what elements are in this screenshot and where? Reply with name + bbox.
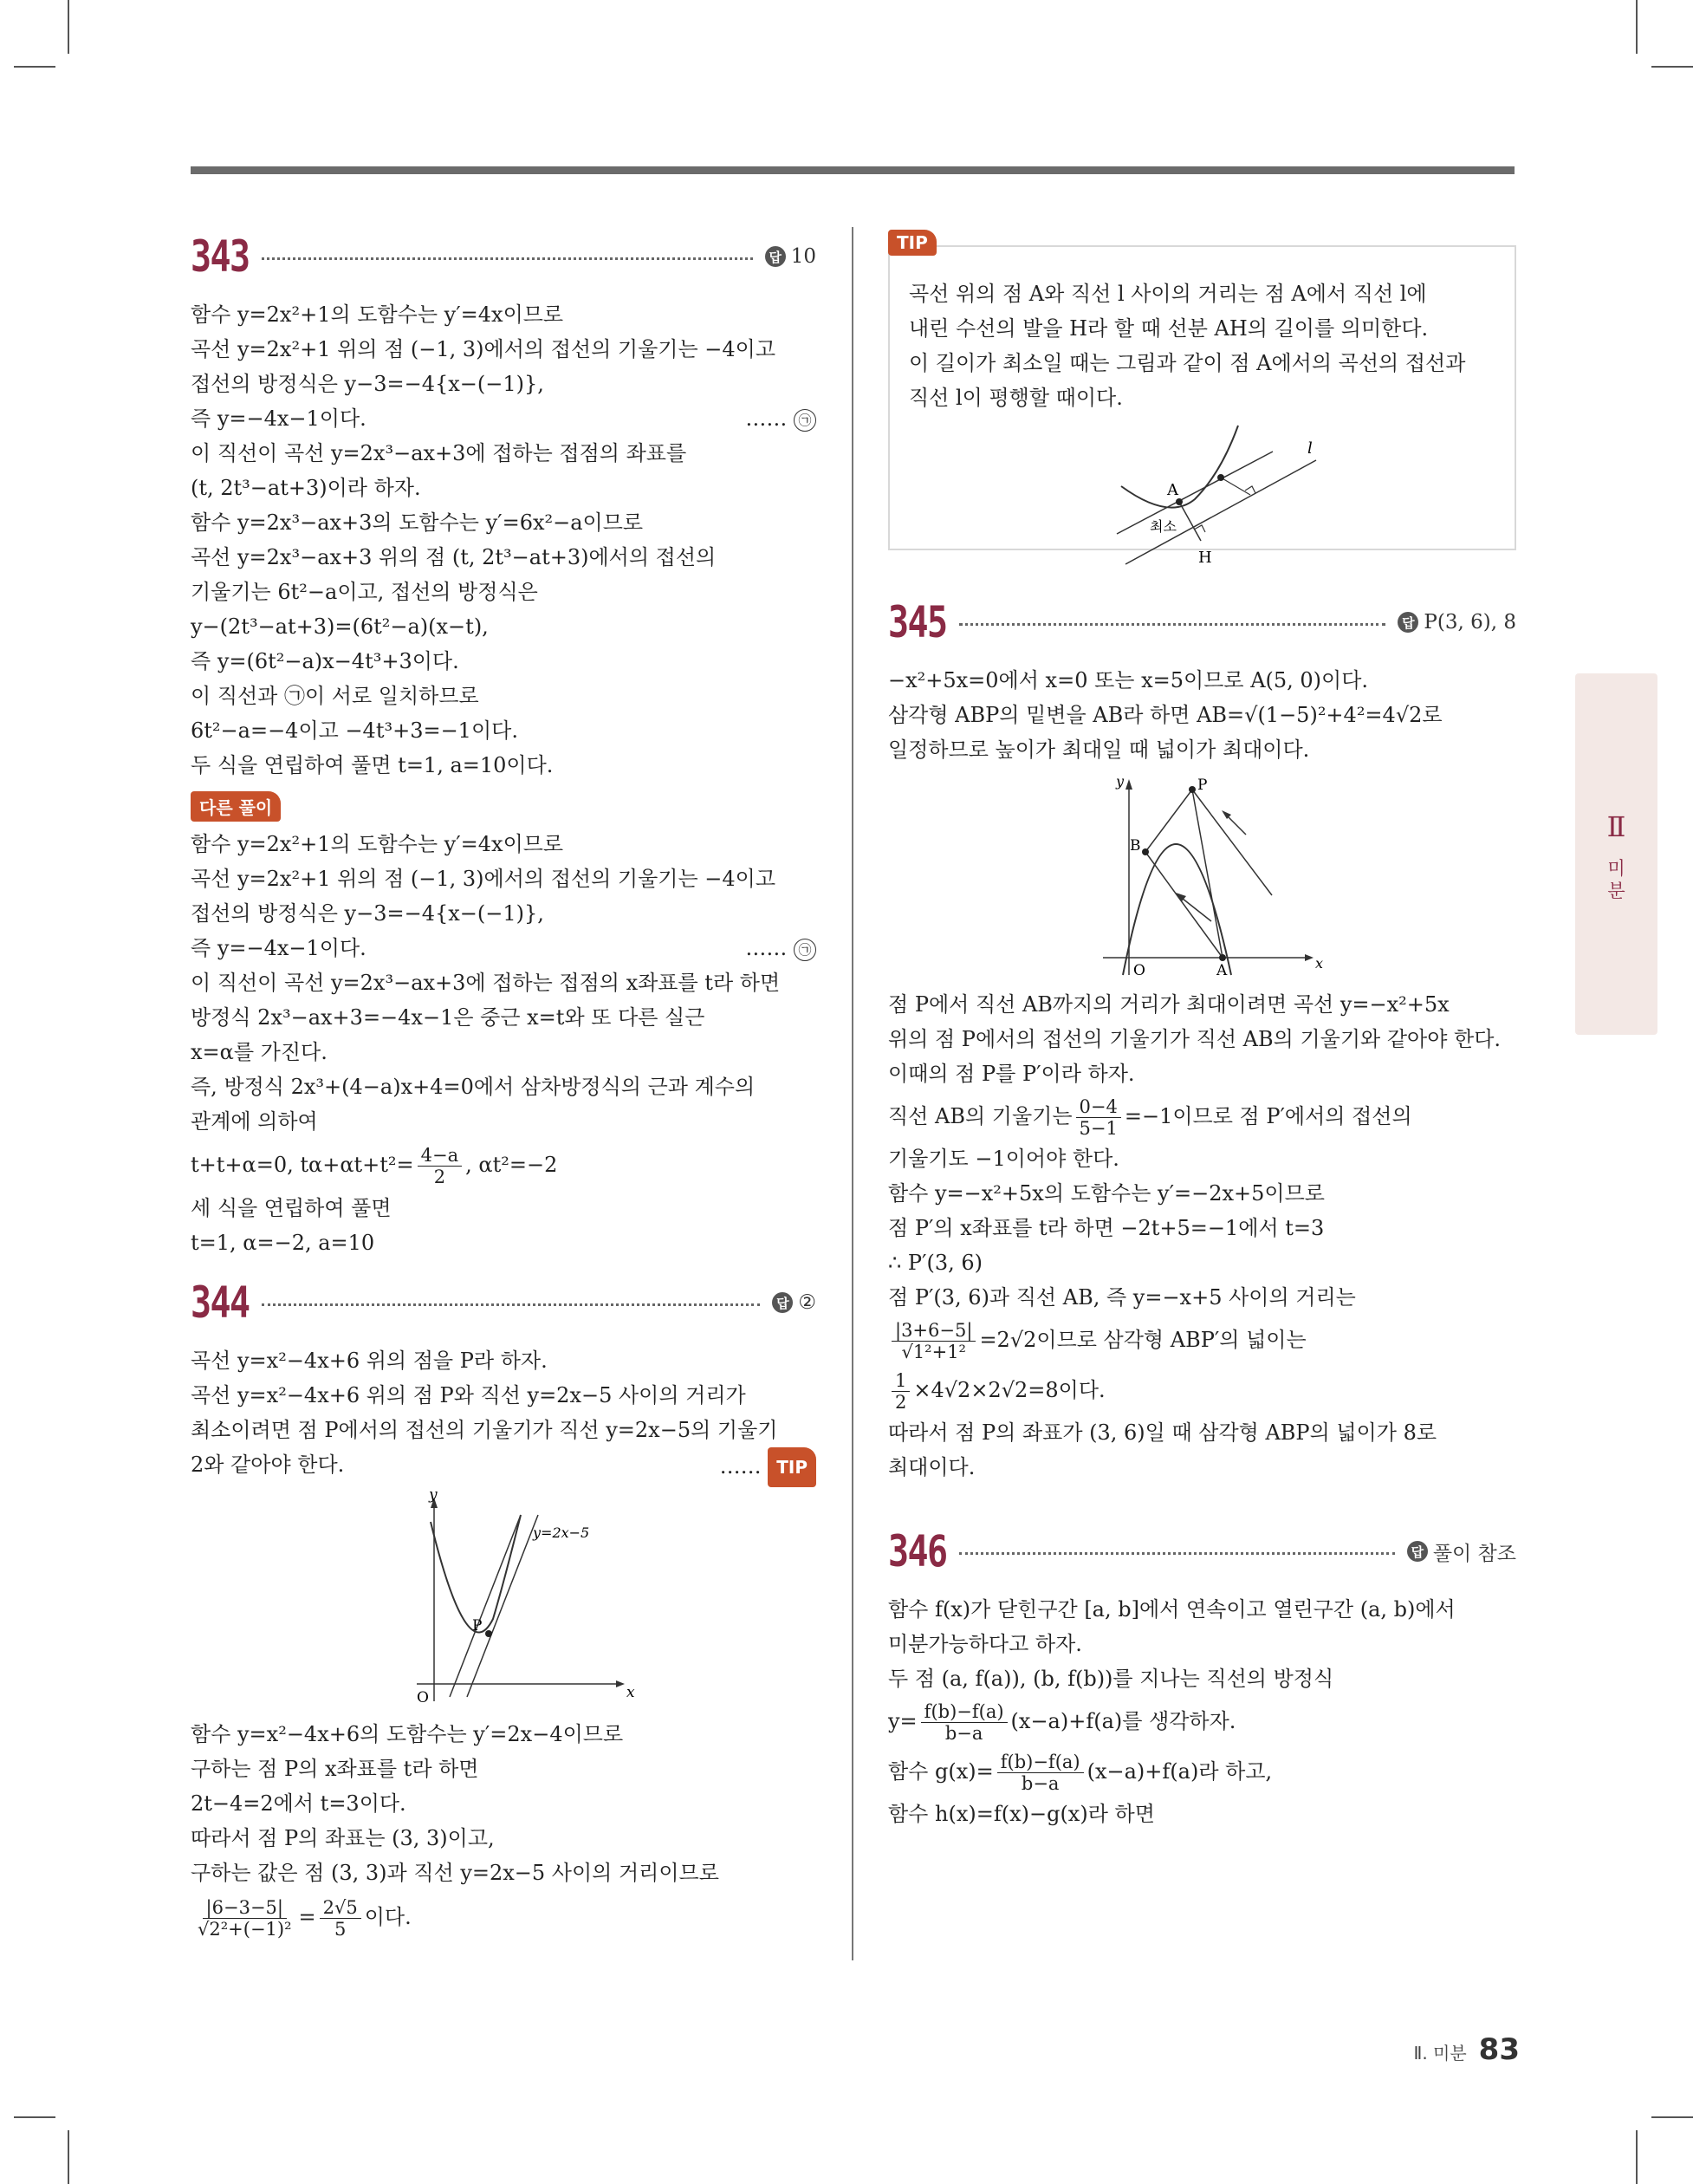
tip-badge: TIP xyxy=(768,1447,816,1487)
text-line: 이 직선이 곡선 y=2x³−ax+3에 접하는 접점의 좌표를 xyxy=(191,441,687,465)
answer-icon: 답 xyxy=(765,246,786,267)
text-line: 최소이려면 점 P에서의 접선의 기울기가 직선 y=2x−5의 기울기 xyxy=(191,1418,778,1442)
numerator: f(b)−f(a) xyxy=(921,1701,1008,1723)
tip-marker xyxy=(720,1447,816,1487)
numerator: 0−4 xyxy=(1076,1096,1121,1118)
text-line: t=1, α=−2, a=10 xyxy=(191,1231,375,1255)
equation-line xyxy=(888,1696,1516,1746)
text-line: 구하는 값은 점 (3, 3)과 직선 y=2x−5 사이의 거리이므로 xyxy=(191,1861,719,1885)
chapter-word-char: 미 xyxy=(1607,858,1625,879)
arrowhead xyxy=(616,1680,625,1687)
answer-icon: 답 xyxy=(1398,612,1418,633)
mark-dots: …… xyxy=(745,406,788,431)
problem-number: 345 xyxy=(888,597,947,647)
problem-number: 346 xyxy=(888,1526,947,1576)
text-line: −x²+5x=0에서 x=0 또는 x=5이므로 A(5, 0)이다. xyxy=(888,668,1369,692)
text-line: 두 점 (a, f(a)), (b, f(b))를 지나는 직선의 방정식 xyxy=(888,1667,1334,1691)
answer xyxy=(1398,611,1516,634)
tip-figure xyxy=(1091,417,1351,573)
text-line: 즉 y=(6t²−a)x−4t³+3이다. xyxy=(191,649,459,673)
point-label-a: A xyxy=(1216,962,1227,979)
crop-mark xyxy=(1636,0,1638,54)
problem-346-body xyxy=(888,1592,1516,1831)
equation-line xyxy=(888,1091,1516,1141)
figure-344 xyxy=(373,1486,635,1710)
equation-line xyxy=(191,1139,816,1191)
denominator: b−a xyxy=(1021,1773,1060,1794)
crop-mark xyxy=(1636,2130,1638,2184)
text-line-marked xyxy=(191,1447,816,1482)
crop-mark xyxy=(1651,66,1693,68)
circle-mark: ㉠ xyxy=(794,939,816,961)
text-line: 삼각형 ABP의 밑변을 AB라 하면 AB=√(1−5)²+4²=4√2로 xyxy=(888,703,1443,727)
answer-value: 10 xyxy=(790,245,816,268)
crop-mark xyxy=(68,2130,69,2184)
axis-label-y: y xyxy=(429,1486,438,1504)
denominator: 5−1 xyxy=(1079,1118,1118,1139)
denominator: 5 xyxy=(334,1919,347,1940)
text-line: 곡선 y=x²−4x+6 위의 점 P와 직선 y=2x−5 사이의 거리가 xyxy=(191,1383,746,1407)
point-label-p: P xyxy=(472,1617,483,1635)
fraction xyxy=(892,1370,910,1413)
text-line: 함수 y=2x³−ax+3의 도함수는 y′=6x²−a이므로 xyxy=(191,510,644,535)
text-line: 6t²−a=−4이고 −4t³+3=−1이다. xyxy=(191,718,518,743)
text-line-marked xyxy=(191,401,816,436)
fraction xyxy=(921,1701,1008,1744)
text-line: (t, 2t³−at+3)이라 하자. xyxy=(191,476,421,500)
point-label-b: B xyxy=(1129,837,1140,855)
text-line: 구하는 점 P의 x좌표를 t라 하면 xyxy=(191,1757,479,1781)
problem-344-header xyxy=(191,1276,816,1329)
answer-value: 풀이 참조 xyxy=(1432,1542,1516,1565)
right-angle-mark xyxy=(1245,486,1255,493)
equation-text: 직선 AB의 기울기는 xyxy=(888,1104,1073,1128)
equation-marker xyxy=(745,931,816,965)
text-line: 방정식 2x³−ax+3=−4x−1은 중근 x=t와 또 다른 실근 xyxy=(191,1005,705,1030)
perpendicular-segment xyxy=(1221,478,1250,495)
circle-mark: ㉠ xyxy=(794,409,816,432)
equation-text: , αt²=−2 xyxy=(465,1153,558,1177)
numerator: |3+6−5| xyxy=(892,1320,976,1342)
text-line: y−(2t³−at+3)=(6t²−a)(x−t), xyxy=(191,614,489,639)
figure-345 xyxy=(1073,774,1333,980)
point-label-h: H xyxy=(1198,549,1212,567)
denominator: √1²+1² xyxy=(901,1342,966,1362)
page-number: 83 xyxy=(1478,2032,1520,2067)
equation-text: ×4√2×2√2=8이다. xyxy=(913,1378,1106,1402)
text-line: 이 길이가 최소일 때는 그림과 같이 점 A에서의 곡선의 접선과 xyxy=(909,351,1466,375)
point-a xyxy=(1219,954,1226,961)
numerator: 1 xyxy=(892,1370,910,1392)
crop-mark xyxy=(68,0,69,54)
problem-343-body xyxy=(191,297,816,1260)
origin-label: O xyxy=(1132,962,1145,979)
answer xyxy=(772,1291,816,1314)
text-line: 세 식을 연립하여 풀면 xyxy=(191,1196,392,1220)
answer xyxy=(1407,1537,1516,1566)
fraction xyxy=(418,1145,462,1187)
text-line: 곡선 y=x²−4x+6 위의 점을 P라 하자. xyxy=(191,1349,548,1373)
text-line: 즉, 방정식 2x³+(4−a)x+4=0에서 삼차방정식의 근과 계수의 xyxy=(191,1075,756,1099)
origin-label: O xyxy=(417,1689,429,1706)
point-label-p: P xyxy=(1197,777,1207,794)
chapter-label: Ⅱ. 미분 xyxy=(1413,2043,1467,2064)
tangent-line xyxy=(1117,452,1273,534)
text-line: 두 식을 연립하여 풀면 t=1, a=10이다. xyxy=(191,753,554,777)
text-line: 일정하므로 높이가 최대일 때 넓이가 최대이다. xyxy=(888,738,1310,762)
text-line: 관계에 의하여 xyxy=(191,1109,318,1134)
answer xyxy=(765,245,816,268)
answer-icon: 답 xyxy=(772,1292,793,1313)
arrowhead xyxy=(1305,954,1314,961)
axis-label-y: y xyxy=(1115,773,1124,790)
numerator: 2√5 xyxy=(320,1897,361,1919)
equation-text: 이다. xyxy=(364,1905,412,1929)
leader-dots xyxy=(959,623,1385,626)
point-p xyxy=(485,1630,492,1637)
chapter-side-tab xyxy=(1575,673,1657,1035)
problem-343-header xyxy=(191,230,816,283)
mark-dots: …… xyxy=(745,936,788,960)
problem-345-body xyxy=(888,663,1516,1485)
answer-value: ② xyxy=(798,1291,816,1314)
axis-label-x: x xyxy=(626,1684,635,1701)
leader-dots xyxy=(959,1552,1395,1555)
problem-344-body xyxy=(191,1343,816,1944)
label-min: 최소 xyxy=(1150,518,1177,535)
answer-icon: 답 xyxy=(1407,1541,1428,1562)
denominator: b−a xyxy=(944,1723,983,1744)
denominator: 2 xyxy=(433,1167,446,1187)
problem-number: 344 xyxy=(191,1277,250,1328)
text-line: 점 P′의 x좌표를 t라 하면 −2t+5=−1에서 t=3 xyxy=(888,1216,1325,1240)
text-line: 접선의 방정식은 y−3=−4{x−(−1)}, xyxy=(191,372,544,396)
crop-mark xyxy=(14,66,55,68)
text-line: 기울기도 −1이어야 한다. xyxy=(888,1147,1119,1171)
text-line-marked xyxy=(191,931,816,965)
chapter-word xyxy=(1575,857,1657,902)
text-line: 최대이다. xyxy=(888,1455,976,1479)
fraction xyxy=(320,1897,361,1940)
equation-text: (x−a)+f(a)를 생각하자. xyxy=(1010,1709,1236,1733)
text-line: 미분가능하다고 하자. xyxy=(888,1632,1082,1656)
crop-mark xyxy=(1651,2116,1693,2118)
text-line: 함수 y=2x²+1의 도함수는 y′=4x이므로 xyxy=(191,302,564,327)
answer-value: P(3, 6), 8 xyxy=(1424,611,1516,634)
line-y-2x-5 xyxy=(467,1515,538,1697)
tip-badge: TIP xyxy=(888,230,937,256)
axis-label-x: x xyxy=(1314,955,1323,972)
line-label-l: l xyxy=(1307,439,1313,458)
column-divider xyxy=(852,227,853,1960)
left-column xyxy=(191,230,816,1944)
text-line: 점 P에서 직선 AB까지의 거리가 최대이려면 곡선 y=−x²+5x xyxy=(888,992,1450,1017)
chapter-roman: Ⅱ xyxy=(1606,810,1626,843)
text-line: 따라서 점 P의 좌표가 (3, 6)일 때 삼각형 ABP의 넓이가 8로 xyxy=(888,1420,1437,1445)
equation-text: 함수 g(x)= xyxy=(888,1759,994,1784)
text-line: 곡선 y=2x²+1 위의 점 (−1, 3)에서의 접선의 기울기는 −4이고 xyxy=(191,867,776,891)
crop-mark xyxy=(14,2116,55,2118)
text: 즉 y=−4x−1이다. xyxy=(191,406,366,431)
line-label: y=2x−5 xyxy=(533,1524,590,1541)
fraction xyxy=(892,1320,976,1362)
problem-345-header xyxy=(888,595,1516,649)
tangent-line xyxy=(450,1515,521,1697)
segment-ab xyxy=(1145,852,1223,958)
text-line: 따라서 점 P의 좌표는 (3, 3)이고, xyxy=(191,1826,495,1850)
text: 2와 같아야 한다. xyxy=(191,1453,345,1477)
point-p xyxy=(1189,786,1196,793)
parabola-curve xyxy=(431,1515,521,1633)
segment-bp xyxy=(1145,790,1192,852)
text-line: 점 P′(3, 6)과 직선 AB, 즉 y=−x+5 사이의 거리는 xyxy=(888,1285,1356,1310)
text-line: 이때의 점 P를 P′이라 하자. xyxy=(888,1062,1135,1086)
fraction xyxy=(1076,1096,1121,1139)
text-line: ∴ P′(3, 6) xyxy=(888,1251,983,1275)
curve xyxy=(1121,426,1238,508)
equation-text: =2√2이므로 삼각형 ABP′의 넓이는 xyxy=(979,1328,1307,1352)
denominator: 2 xyxy=(895,1392,907,1413)
fraction xyxy=(194,1897,295,1940)
text-line: 접선의 방정식은 y−3=−4{x−(−1)}, xyxy=(191,901,544,926)
text-line: 함수 h(x)=f(x)−g(x)라 하면 xyxy=(888,1802,1155,1826)
equation-text: =−1이므로 점 P′에서의 접선의 xyxy=(1124,1104,1412,1128)
equation-text: t+t+α=0, tα+αt+t²= xyxy=(191,1153,414,1177)
text-line: 위의 점 P에서의 접선의 기울기가 직선 AB의 기울기와 같아야 한다. xyxy=(888,1027,1502,1051)
text-line: 함수 y=−x²+5x의 도함수는 y′=−2x+5이므로 xyxy=(888,1181,1325,1206)
alt-solution-badge: 다른 풀이 xyxy=(191,791,281,822)
text-line: 함수 y=x²−4x+6의 도함수는 y′=2x−4이므로 xyxy=(191,1722,624,1746)
numerator: f(b)−f(a) xyxy=(997,1752,1084,1773)
text-line: 내린 수선의 발을 H라 할 때 선분 AH의 길이를 의미한다. xyxy=(909,316,1429,341)
text-line: 곡선 y=2x³−ax+3 위의 점 (t, 2t³−at+3)에서의 접선의 xyxy=(191,545,717,569)
equation-marker xyxy=(745,401,816,436)
text-line: 함수 f(x)가 닫힌구간 [a, b]에서 연속이고 열린구간 (a, b)에서 xyxy=(888,1597,1456,1622)
equation-text: y= xyxy=(888,1709,918,1733)
problem-number: 343 xyxy=(191,231,250,282)
equation-text: = xyxy=(298,1905,316,1929)
point-b xyxy=(1142,848,1149,855)
numerator: |6−3−5| xyxy=(203,1897,287,1919)
arrowhead xyxy=(1125,779,1132,790)
fraction xyxy=(997,1752,1084,1794)
page-footer xyxy=(1413,2032,1520,2067)
equation-line xyxy=(888,1315,1516,1365)
denominator: √2²+(−1)² xyxy=(198,1919,292,1940)
equation-line xyxy=(888,1365,1516,1415)
text: 즉 y=−4x−1이다. xyxy=(191,936,366,960)
text-line: 이 직선과 ㉠이 서로 일치하므로 xyxy=(191,684,479,708)
text-line: 곡선 위의 점 A와 직선 l 사이의 거리는 점 A에서 직선 l에 xyxy=(909,282,1427,306)
tip-box xyxy=(888,232,1516,567)
text-line: x=α를 가진다. xyxy=(191,1040,328,1064)
equation-line xyxy=(888,1746,1516,1797)
header-rule xyxy=(191,166,1515,174)
segment-pa xyxy=(1192,790,1223,958)
equation-line xyxy=(191,1890,816,1944)
text-line: 함수 y=2x²+1의 도함수는 y′=4x이므로 xyxy=(191,832,564,856)
numerator: 4−a xyxy=(418,1145,462,1167)
text-line: 2t−4=2에서 t=3이다. xyxy=(191,1791,406,1816)
text-line: 직선 l이 평행할 때이다. xyxy=(909,386,1123,410)
perpendicular-ah xyxy=(1179,502,1201,541)
text-line: 기울기는 6t²−a이고, 접선의 방정식은 xyxy=(191,580,538,604)
text-line: 이 직선이 곡선 y=2x³−ax+3에 접하는 접점의 x좌표를 t라 하면 xyxy=(191,971,781,995)
parabola-curve xyxy=(1123,844,1231,975)
mark-dots: …… xyxy=(719,1454,762,1479)
point-label-a: A xyxy=(1167,481,1178,499)
leader-dots xyxy=(262,1303,760,1306)
leader-dots xyxy=(262,257,753,260)
chapter-word-char: 분 xyxy=(1607,881,1625,901)
right-column xyxy=(888,230,1516,1831)
text-line: 곡선 y=2x²+1 위의 점 (−1, 3)에서의 접선의 기울기는 −4이고 xyxy=(191,337,776,361)
point-a xyxy=(1176,498,1183,505)
point xyxy=(1217,474,1224,481)
problem-346-header xyxy=(888,1524,1516,1578)
equation-text: (x−a)+f(a)라 하고, xyxy=(1087,1759,1273,1784)
